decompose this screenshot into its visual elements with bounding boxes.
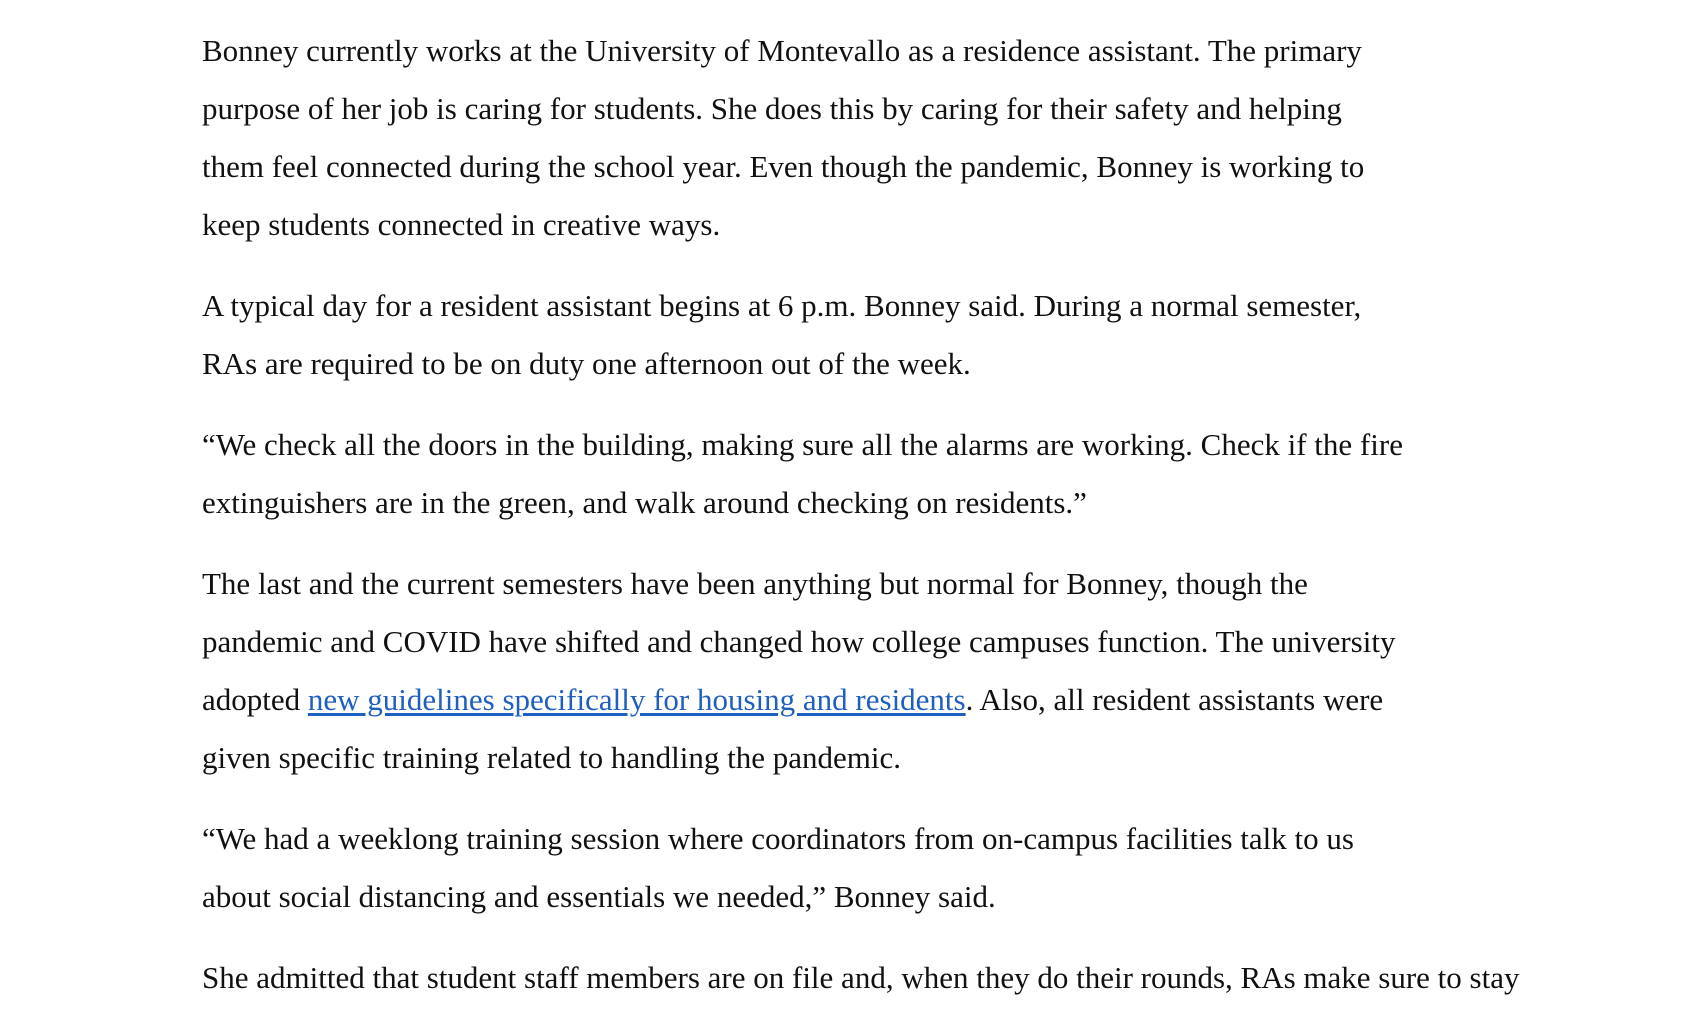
text-line: A typical day for a resident assistant begins at 6 p.m. Bonney said. During a normal semester,	[202, 288, 1362, 323]
text-line: given specific training related to handling the pandemic.	[202, 740, 901, 775]
paragraph-4	[202, 555, 1532, 787]
text-line: pandemic and COVID have shifted and changed how college campuses function. The university	[202, 624, 1396, 659]
text-line: extinguishers are in the green, and walk around checking on residents.”	[202, 485, 1087, 520]
text-line: The last and the current semesters have been anything but normal for Bonney, though the	[202, 566, 1308, 601]
document-page	[202, 22, 1532, 1030]
text-line: RAs are required to be on duty one afternoon out of the week.	[202, 346, 971, 381]
paragraph-1	[202, 22, 1532, 254]
text-line: purpose of her job is caring for students. She does this by caring for their safety and helping	[202, 91, 1342, 126]
paragraph-3-quote	[202, 416, 1532, 532]
link-prefix-text: adopted	[202, 682, 308, 717]
text-line: Bonney currently works at the University of Montevallo as a residence assistant. The primary	[202, 33, 1362, 68]
link-suffix-text: . Also, all resident assistants were	[965, 682, 1384, 717]
paragraph-2	[202, 277, 1532, 393]
text-line-with-link	[202, 671, 1532, 729]
text-line: She admitted that student staff members are on file and, when they do their rounds, RAs make sure to stay	[202, 960, 1520, 995]
paragraph-5-quote	[202, 810, 1532, 926]
text-line: “We check all the doors in the building, making sure all the alarms are working. Check if the fire	[202, 427, 1403, 462]
paragraph-6-cutoff	[202, 949, 1532, 1007]
text-line: keep students connected in creative ways.	[202, 207, 721, 242]
text-line: about social distancing and essentials we needed,” Bonney said.	[202, 879, 996, 914]
housing-guidelines-link[interactable]: new guidelines specifically for housing and residents	[307, 682, 966, 717]
text-line: “We had a weeklong training session where coordinators from on-campus facilities talk to us	[202, 821, 1354, 856]
text-line: them feel connected during the school year. Even though the pandemic, Bonney is working to	[202, 149, 1365, 184]
